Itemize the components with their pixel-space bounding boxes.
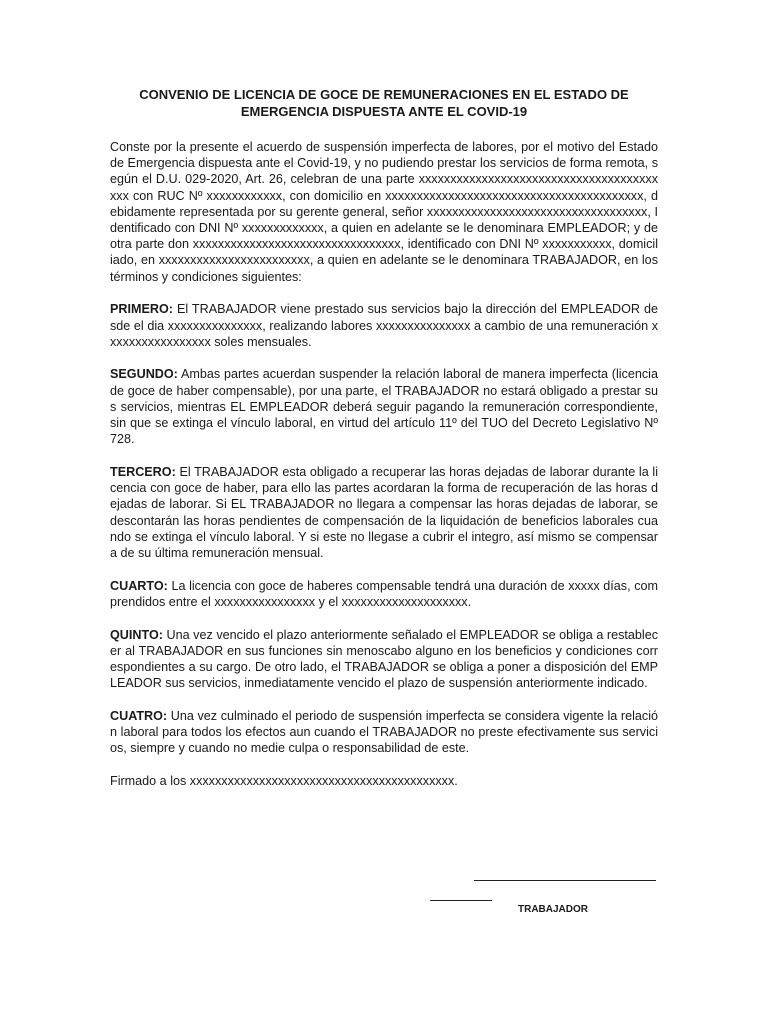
title-line-2: EMERGENCIA DISPUESTA ANTE EL COVID-19 (240, 104, 528, 119)
clause-label: CUATRO: (110, 708, 168, 723)
signature-line-short (430, 900, 492, 901)
clause-segundo (110, 366, 658, 447)
clause-tercero (110, 464, 658, 561)
clause-text: El TRABAJADOR esta obligado a recuperar las horas dejadas de laborar durante la licencia con goce de haber, para ello las partes acordaran la forma de recuperación de las horas dejadas de laborar. Si EL TRABAJADOR no llegara a compensar las horas dejadas de laborar, se descontarán las horas pendientes de compensación de la liquidación de beneficios laborales cuando se extinga el vínculo laboral. Y si este no llegase a cubrir el integro, así mismo se compensara de su última remuneración mensual. (110, 464, 658, 560)
clause-label: QUINTO: (110, 627, 163, 642)
clause-cuarto (110, 578, 658, 610)
intro-paragraph: Conste por la presente el acuerdo de suspensión imperfecta de labores, por el motivo del Estado de Emergencia dispuesta ante el Covid-19, y no pudiendo prestar los servicios de forma remota, según el D.U. 029-2020, Art. 26, celebran de una parte xxxxxxxxxxxxxxxxxxxxxxxxxxxxxxxxxxxxxxxxx con RUC Nº xxxxxxxxxxxx, con domicilio en xxxxxxxxxxxxxxxxxxxxxxxxxxxxxxxxxxxxxxxxx, debidamente representada por su gerente general, señor xxxxxxxxxxxxxxxxxxxxxxxxxxxxxxxxxxx, Identificado con DNI Nº xxxxxxxxxxxxx, a quien en adelante se le denominara EMPLEADOR; y de otra parte don xxxxxxxxxxxxxxxxxxxxxxxxxxxxxxxxx, identificado con DNI Nº xxxxxxxxxxx, domiciliado, en xxxxxxxxxxxxxxxxxxxxxxxx, a quien en adelante se le denominara TRABAJADOR, en los términos y condiciones siguientes: (110, 140, 658, 284)
clause-text: Una vez vencido el plazo anteriormente señalado el EMPLEADOR se obliga a restablecer al TRABAJADOR en sus funciones sin menoscabo alguno en los beneficios y condiciones correspondientes a su cargo. De otro lado, el TRABAJADOR se obliga a poner a disposición del EMPLEADOR sus servicios, inmediatamente vencido el plazo de suspensión anteriormente indicado. (110, 627, 658, 691)
clause-text: Ambas partes acuerdan suspender la relación laboral de manera imperfecta (licencia de goce de haber compensable), por una parte, el TRABAJADOR no estará obligado a prestar sus servicios, mientras EL EMPLEADOR deberá seguir pagando la remuneración correspondiente, sin que se extinga el vínculo laboral, en virtud del artículo 11º del TUO del Decreto Legislativo Nº 728. (110, 367, 658, 447)
clause-text: El TRABAJADOR viene prestado sus servicios bajo la dirección del EMPLEADOR desde el dia xxxxxxxxxxxxxxx, realizando labores xxxxxxxxxxxxxxx a cambio de una remuneración xxxxxxxxxxxxxxxxx soles mensuales. (110, 302, 658, 349)
signature-line-trabajador (474, 880, 656, 881)
clause-label: TERCERO: (110, 464, 176, 479)
document-body (110, 139, 658, 806)
document-title (110, 86, 658, 120)
signature-label: TRABAJADOR (518, 904, 588, 915)
title-line-1: CONVENIO DE LICENCIA DE GOCE DE REMUNERACIONES EN EL ESTADO DE (139, 87, 629, 102)
clause-primero (110, 301, 658, 350)
clause-text: Una vez culminado el periodo de suspensión imperfecta se considera vigente la relación laboral para todos los efectos aun cuando el TRABAJADOR no preste efectivamente sus servicios, siempre y cuando no medie culpa o responsabilidad de este. (110, 708, 658, 756)
clause-label: PRIMERO: (110, 302, 173, 317)
clause-text: La licencia con goce de haberes compensable tendrá una duración de xxxxx días, comprendidos entre el xxxxxxxxxxxxxxxx y el xxxxxxxxxxxxxxxxxxxx. (110, 578, 658, 609)
clause-label: SEGUNDO: (110, 367, 178, 382)
clause-quinto (110, 627, 658, 692)
clause-label: CUARTO: (110, 578, 168, 593)
clause-cuatro (110, 708, 658, 757)
closing-line: Firmado a los xxxxxxxxxxxxxxxxxxxxxxxxxxxxxxxxxxxxxxxxxx. (110, 774, 458, 788)
